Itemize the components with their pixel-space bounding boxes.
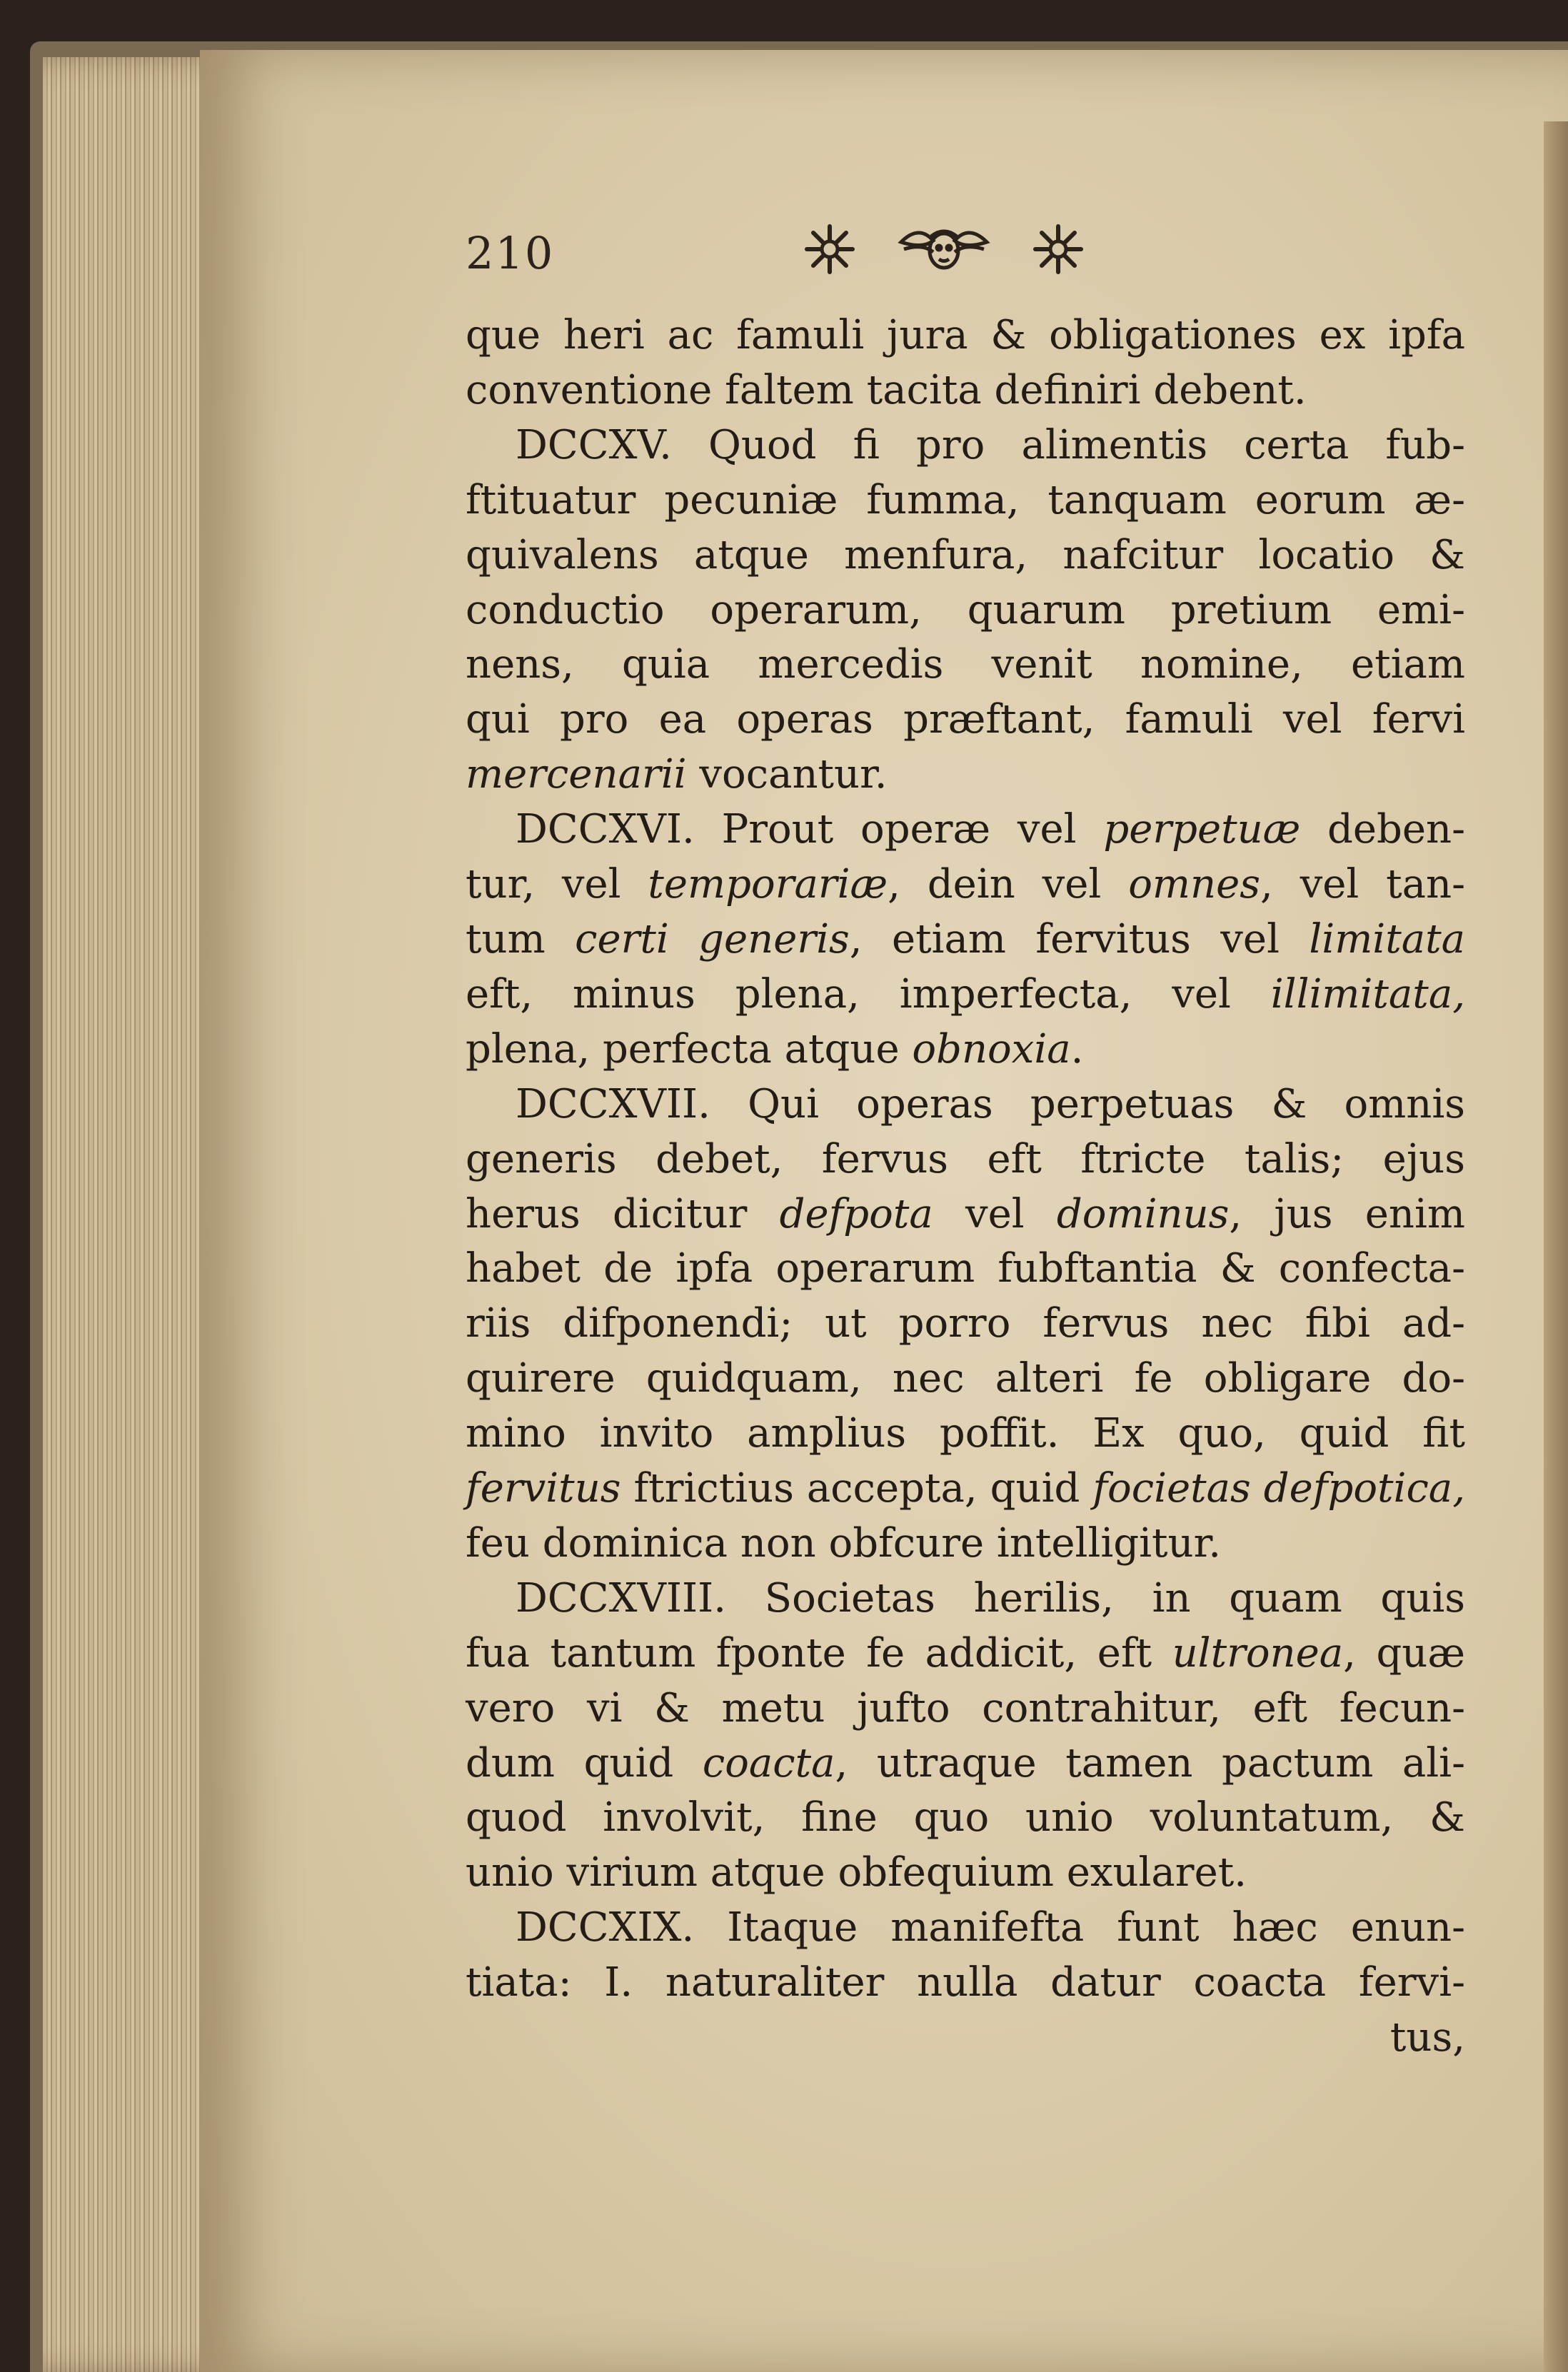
text-line: mercenarii vocantur. [466,751,888,798]
page-number: 210 [466,227,555,279]
text-line: tur, vel temporariæ, dein vel omnes, vel tan- [466,861,1466,908]
text-line: eft, minus plena, imperfecta, vel illimitata, [466,970,1465,1017]
page-body-text [466,308,1465,2066]
page-right-edge [1544,121,1568,2372]
text-line: qui pro ea operas præftant, famuli vel fervi [466,696,1465,743]
star-flower-icon [1030,221,1087,278]
text-line: mino invito amplius poffit. Ex quo, quid fit [466,1410,1465,1457]
text-line: plena, perfecta atque obnoxia. [466,1025,1084,1072]
paragraph-dccxviii-start: DCCXVIII. Societas herilis, in quam quis [516,1574,1465,1622]
text-line: nens, quia mercedis venit nomine, etiam [466,641,1465,688]
text-line: conductio operarum, quarum pretium emi- [466,586,1465,633]
text-line: dum quid coacta, utraque tamen pactum ali- [466,1739,1465,1786]
text-line: fervitus ftrictius accepta, quid focietas defpotica, [466,1465,1465,1512]
paragraph-dccxvii-start: DCCXVII. Qui operas perpetuas & omnis [516,1080,1465,1127]
paragraph-dccxvi-start: DCCXVI. Prout operæ vel perpetuæ deben- [516,806,1466,853]
text-line: que heri ac famuli jura & obligationes ex ipfa [466,312,1465,358]
header-ornament [801,217,1087,281]
page-header [466,214,1465,286]
text-line: generis debet, fervus eft ftricte talis; ejus [466,1135,1465,1182]
text-line: feu dominica non obfcure intelligitur. [466,1519,1222,1567]
cherub-head-icon [894,221,994,278]
text-line: conventione faltem tacita definiri debent. [466,366,1307,413]
text-line: quivalens atque menfura, nafcitur locatio & [466,531,1465,578]
text-line: ftituatur pecuniæ fumma, tanquam eorum æ- [466,476,1465,523]
text-line: unio virium atque obfequium exularet. [466,1849,1247,1896]
paragraph-dccxix-start: DCCXIX. Itaque manifefta funt hæc enun- [516,1904,1465,1951]
text-line: quirere quidquam, nec alteri fe obligare do- [466,1355,1465,1402]
text-line: tum certi generis, etiam fervitus vel limitata [466,915,1465,963]
text-line: habet de ipfa operarum fubftantia & confecta- [466,1245,1465,1292]
text-line: vero vi & metu jufto contrahitur, eft fecun- [466,1684,1465,1732]
page-text-area [466,214,1465,2142]
text-line: fua tantum fponte fe addicit, eft ultronea, quæ [466,1629,1466,1677]
text-line: quod involvit, fine quo unio voluntatum, & [466,1794,1465,1841]
paragraph-dccxv-start: DCCXV. Quod fi pro alimentis certa fub- [516,421,1465,468]
text-line: tiata: I. naturaliter nulla datur coacta fervi- [466,1959,1465,2006]
catchword: tus, [1389,2014,1465,2061]
star-flower-icon [801,221,858,278]
text-line: riis difponendi; ut porro fervus nec fibi ad- [466,1300,1465,1347]
text-line: herus dicitur defpota vel dominus, jus enim [466,1190,1465,1237]
